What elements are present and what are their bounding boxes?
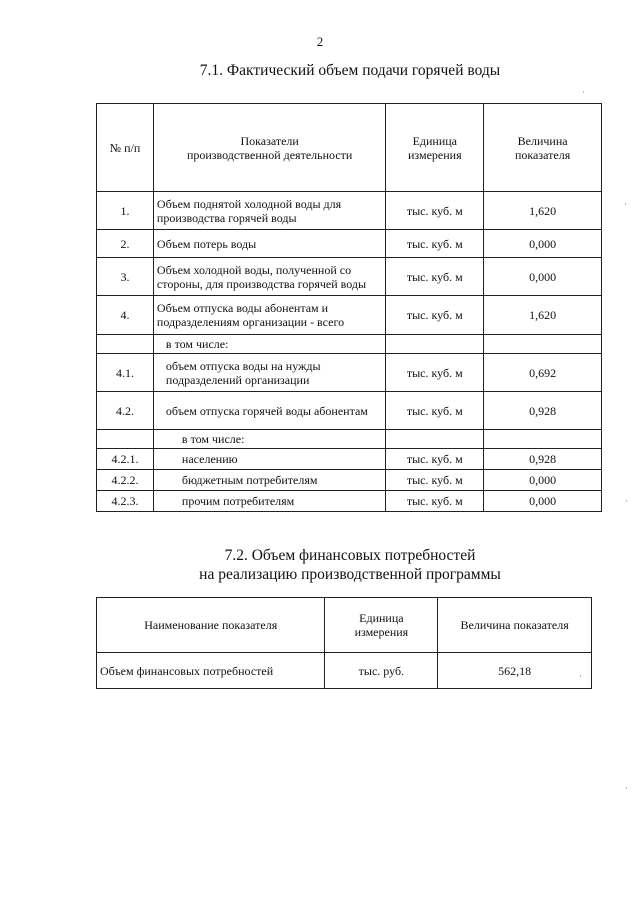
row-name: Объем потерь воды: [153, 230, 385, 258]
table-row: [97, 470, 602, 491]
row-num: 4.2.1.: [97, 449, 154, 470]
table-row: [97, 392, 602, 430]
row-value: 0,928: [484, 449, 602, 470]
table-row: [97, 653, 592, 689]
header-indicator: Показатели производственной деятельности: [153, 104, 385, 192]
row-value: 1,620: [484, 296, 602, 335]
row-unit: тыс. куб. м: [386, 296, 484, 335]
header-name: Наименование показателя: [97, 598, 325, 653]
row-num: 4.2.: [97, 392, 154, 430]
row-unit: тыс. куб. м: [386, 470, 484, 491]
row-value: [484, 430, 602, 449]
row-unit: тыс. куб. м: [386, 192, 484, 230]
row-unit: тыс. куб. м: [386, 258, 484, 296]
row-name: объем отпуска воды на нужды подразделений организации: [153, 354, 385, 392]
row-name: в том числе:: [153, 335, 385, 354]
row-name: Объем финансовых потребностей: [97, 653, 325, 689]
row-unit: тыс. куб. м: [386, 491, 484, 512]
row-value: 0,000: [484, 491, 602, 512]
header-value: Величина показателя: [438, 598, 592, 653]
row-num: 4.2.2.: [97, 470, 154, 491]
table-header-row: [97, 598, 592, 653]
row-value: 0,692: [484, 354, 602, 392]
scan-speck: ·: [625, 784, 628, 793]
row-unit: тыс. куб. м: [386, 354, 484, 392]
row-name: объем отпуска горячей воды абонентам: [153, 392, 385, 430]
hot-water-supply-table: [96, 103, 602, 512]
section-title-7-1: 7.1. Фактический объем подачи горячей воды: [199, 62, 501, 79]
row-unit: тыс. куб. м: [386, 449, 484, 470]
table-row: [97, 258, 602, 296]
table-row: [97, 354, 602, 392]
row-num: 4.1.: [97, 354, 154, 392]
row-name: прочим потребителям: [153, 491, 385, 512]
section-title-7-2-line2: на реализацию производственной программы: [199, 566, 501, 583]
scan-speck: ·: [579, 672, 582, 681]
table-row: [97, 491, 602, 512]
table-row: [97, 335, 602, 354]
row-num: [97, 430, 154, 449]
row-value: [484, 335, 602, 354]
table-row: [97, 192, 602, 230]
row-num: 3.: [97, 258, 154, 296]
row-value: 0,000: [484, 230, 602, 258]
scan-speck: ·: [582, 88, 585, 97]
table-row: [97, 230, 602, 258]
table-row: [97, 296, 602, 335]
table-header-row: [97, 104, 602, 192]
header-value: Величина показателя: [484, 104, 602, 192]
scan-speck: ·: [625, 497, 628, 506]
row-num: 2.: [97, 230, 154, 258]
page-number: 2: [316, 34, 324, 49]
row-num: [97, 335, 154, 354]
row-num: 4.2.3.: [97, 491, 154, 512]
row-unit: тыс. руб.: [325, 653, 438, 689]
header-unit: Единица измерения: [325, 598, 438, 653]
row-value: 0,000: [484, 258, 602, 296]
row-value: 0,928: [484, 392, 602, 430]
row-value: 1,620: [484, 192, 602, 230]
row-num: 1.: [97, 192, 154, 230]
row-value: 0,000: [484, 470, 602, 491]
row-value: 562,18: [438, 653, 592, 689]
table-row: [97, 430, 602, 449]
section-title-7-2-line1: 7.2. Объем финансовых потребностей: [224, 547, 476, 564]
row-unit: тыс. куб. м: [386, 392, 484, 430]
financial-needs-table: [96, 597, 592, 689]
row-name: в том числе:: [153, 430, 385, 449]
header-unit: Единица измерения: [386, 104, 484, 192]
table-row: [97, 449, 602, 470]
row-unit: [386, 430, 484, 449]
row-unit: [386, 335, 484, 354]
row-name: бюджетным потребителям: [153, 470, 385, 491]
scan-speck: ·: [624, 200, 627, 209]
header-num: № п/п: [97, 104, 154, 192]
row-num: 4.: [97, 296, 154, 335]
row-name: населению: [153, 449, 385, 470]
row-name: Объем холодной воды, полученной со стороны, для производства горячей воды: [153, 258, 385, 296]
section-title-7-2: [100, 546, 600, 584]
row-name: Объем поднятой холодной воды для производства горячей воды: [153, 192, 385, 230]
row-name: Объем отпуска воды абонентам и подразделениям организации - всего: [153, 296, 385, 335]
row-unit: тыс. куб. м: [386, 230, 484, 258]
